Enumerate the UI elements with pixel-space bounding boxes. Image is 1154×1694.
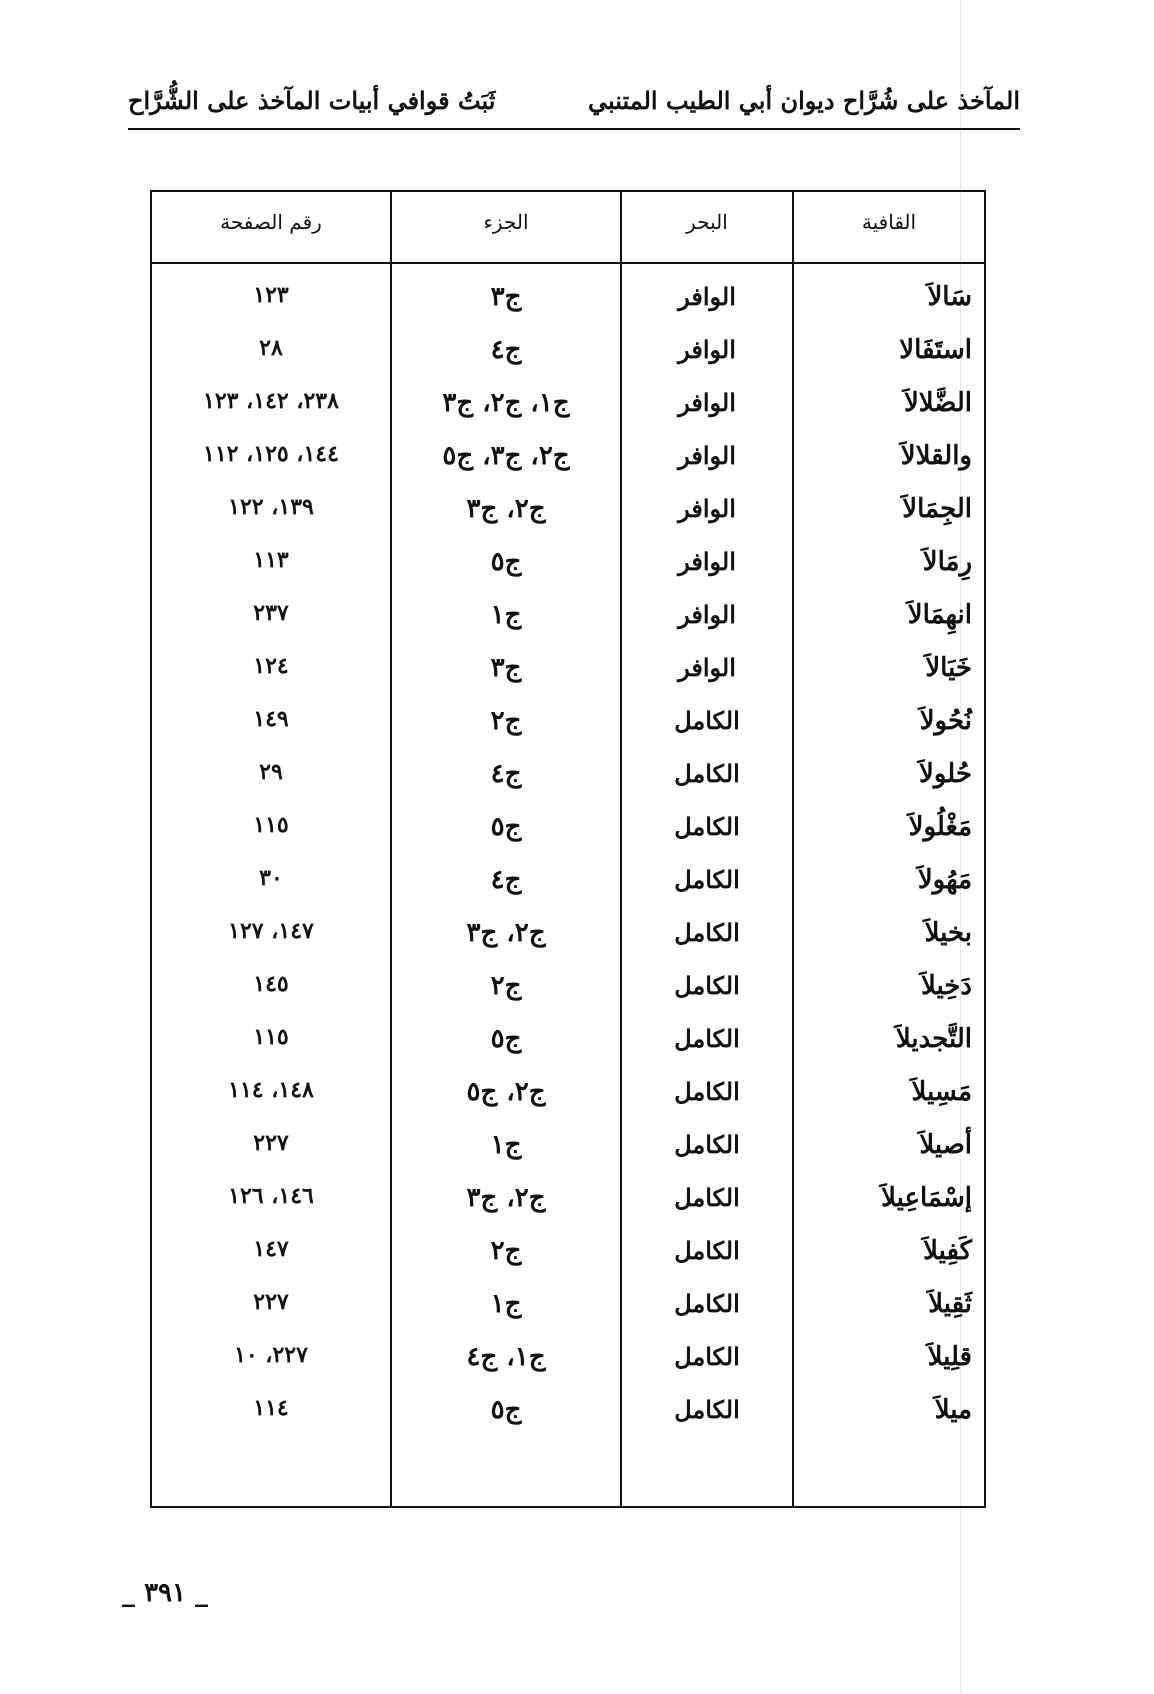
meter-cell: الكامل: [674, 918, 740, 947]
rhyme-cell: حُلولاَ: [919, 759, 972, 789]
meter-cell: الكامل: [674, 1342, 740, 1371]
section-title: ثَبَتُ قوافي أبيات المآخذ على الشُّرَّاح: [128, 86, 496, 115]
part-cell: ج٢، ج٣، ج٥: [442, 441, 570, 471]
rhyme-cell: مَهُولاَ: [917, 865, 972, 895]
part-cell: ج٣: [490, 653, 522, 683]
column-header-rhyme: القافية: [861, 210, 917, 234]
rhyme-cell: الجِمَالاَ: [902, 494, 972, 524]
page-numbers-cell: ١٤٦، ١٢٦: [228, 1183, 314, 1209]
rhyme-cell: كَفِيلاَ: [923, 1236, 972, 1266]
rhyme-cell: والقلالاَ: [900, 441, 972, 471]
part-cell: ج٤: [490, 335, 522, 365]
part-cell: ج٥: [490, 1395, 522, 1425]
column-header-page-number: رقم الصفحة: [220, 210, 322, 234]
rhyme-cell: أصيلاَ: [919, 1130, 972, 1160]
page-numbers-cell: ٢٣٧: [253, 600, 289, 626]
column-header-part: الجزء: [483, 210, 529, 234]
page-numbers-cell: ١٤٩: [253, 706, 289, 732]
book-title: المآخذ على شُرَّاح ديوان أبي الطيب المتنبي: [588, 86, 1020, 115]
rhyme-cell: خَيَالاَ: [925, 653, 972, 683]
meter-cell: الكامل: [674, 1236, 740, 1265]
column-header-meter: البحر: [686, 210, 728, 234]
rhyme-cell: استَفَالا: [899, 335, 972, 365]
meter-cell: الكامل: [674, 812, 740, 841]
running-header: [128, 80, 1020, 130]
page-numbers-cell: ٣٠: [259, 865, 283, 891]
table-header-row: [152, 192, 984, 264]
page-numbers-cell: ١٤٤، ١٢٥، ١١٢: [203, 441, 339, 467]
part-cell: ج٥: [490, 812, 522, 842]
rhyme-cell: سَالاَ: [927, 282, 972, 312]
page-numbers-cell: ١١٣: [253, 547, 289, 573]
page-numbers-cell: ١١٥: [253, 812, 289, 838]
part-cell: ج٤: [490, 865, 522, 895]
meter-cell: الكامل: [674, 865, 740, 894]
page-numbers-cell: ٢٢٧: [253, 1289, 289, 1315]
part-cell: ج٥: [490, 1024, 522, 1054]
meter-cell: الكامل: [674, 1289, 740, 1318]
part-cell: ج١: [490, 1289, 522, 1319]
part-cell: ج٢، ج٣: [466, 1183, 546, 1213]
rhyme-cell: إسْمَاعِيلاَ: [881, 1183, 972, 1213]
rhyme-cell: مَسِيلاَ: [911, 1077, 972, 1107]
meter-cell: الكامل: [674, 971, 740, 1000]
page-numbers-cell: ٢٢٧: [253, 1130, 289, 1156]
meter-cell: الوافر: [678, 282, 736, 311]
meter-cell: الوافر: [678, 388, 736, 417]
meter-cell: الوافر: [678, 547, 736, 576]
page-numbers-cell: ١١٤: [253, 1395, 289, 1421]
part-cell: ج١، ج٤: [466, 1342, 546, 1372]
part-cell: ج٣: [490, 282, 522, 312]
part-cell: ج٢، ج٣: [466, 494, 546, 524]
part-cell: ج١، ج٢، ج٣: [442, 388, 570, 418]
meter-cell: الكامل: [674, 1395, 740, 1424]
meter-cell: الوافر: [678, 600, 736, 629]
rhyme-cell: دَخِيلاَ: [920, 971, 972, 1001]
meter-cell: الكامل: [674, 759, 740, 788]
rhymes-index-table: [150, 190, 986, 1508]
meter-cell: الوافر: [678, 653, 736, 682]
rhyme-cell: انهِمَالاَ: [907, 600, 972, 630]
meter-cell: الكامل: [674, 1024, 740, 1053]
page-numbers-cell: ١٤٥: [253, 971, 289, 997]
part-cell: ج١: [490, 1130, 522, 1160]
page-numbers-cell: ١٤٧: [253, 1236, 289, 1262]
page-numbers-cell: ١٤٨، ١١٤: [228, 1077, 314, 1103]
part-cell: ج٢: [490, 971, 522, 1001]
page-numbers-cell: ٢٩: [259, 759, 283, 785]
part-cell: ج٢: [490, 706, 522, 736]
rhyme-cell: رِمَالاَ: [922, 547, 972, 577]
part-cell: ج٢: [490, 1236, 522, 1266]
rhyme-cell: ثَقِيلاَ: [928, 1289, 972, 1319]
meter-cell: الكامل: [674, 1130, 740, 1159]
part-cell: ج١: [490, 600, 522, 630]
page-number: _ ٣٩١ _: [122, 1578, 209, 1608]
page-numbers-cell: ١٢٤: [253, 653, 289, 679]
column-divider: [792, 192, 794, 1506]
page-numbers-cell: ١١٥: [253, 1024, 289, 1050]
page-numbers-cell: ٢٨: [259, 335, 283, 361]
rhyme-cell: مَغْلُولاَ: [908, 812, 972, 842]
part-cell: ج٥: [490, 547, 522, 577]
meter-cell: الكامل: [674, 1077, 740, 1106]
rhyme-cell: نُحُولاَ: [919, 706, 972, 736]
rhyme-cell: قلِيلاَ: [927, 1342, 972, 1372]
part-cell: ج٤: [490, 759, 522, 789]
meter-cell: الكامل: [674, 1183, 740, 1212]
meter-cell: الوافر: [678, 441, 736, 470]
rhyme-cell: التَّجديلاَ: [895, 1024, 972, 1054]
meter-cell: الوافر: [678, 494, 736, 523]
page-numbers-cell: ٢٢٧، ١٠: [234, 1342, 308, 1368]
page-numbers-cell: ١٤٧، ١٢٧: [228, 918, 314, 944]
rhyme-cell: ميلاَ: [934, 1395, 972, 1425]
page-numbers-cell: ١٣٩، ١٢٢: [228, 494, 314, 520]
page-numbers-cell: ١٢٣: [253, 282, 289, 308]
page-numbers-cell: ٢٣٨، ١٤٢، ١٢٣: [203, 388, 339, 414]
meter-cell: الكامل: [674, 706, 740, 735]
part-cell: ج٢، ج٣: [466, 918, 546, 948]
meter-cell: الوافر: [678, 335, 736, 364]
rhyme-cell: الضَّلالاَ: [903, 388, 972, 418]
part-cell: ج٢، ج٥: [466, 1077, 546, 1107]
rhyme-cell: بخيلاَ: [924, 918, 972, 948]
